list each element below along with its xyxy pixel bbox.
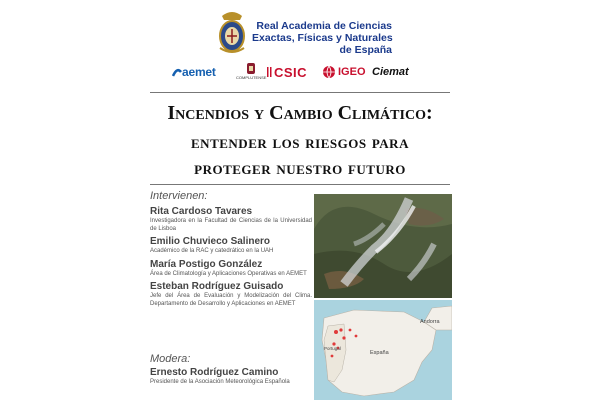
csic-mark-icon xyxy=(266,65,274,79)
ciemat-logo-text: Ciemat xyxy=(372,66,409,78)
speakers-section xyxy=(150,190,312,308)
map-label-espana: España xyxy=(370,350,389,356)
academy-name-line: de España xyxy=(339,44,392,56)
speaker-role: Académico de la RAC y catedrático en la UAH xyxy=(150,248,274,254)
ucm-logo xyxy=(236,62,266,82)
speaker-name: Emilio Chuvieco Salinero xyxy=(150,236,271,247)
ciemat-logo xyxy=(372,62,409,82)
map-label-andorra: Andorra xyxy=(420,319,440,325)
header xyxy=(0,8,600,58)
speaker xyxy=(150,258,312,279)
ucm-logo-text: COMPLUTENSE xyxy=(236,75,267,80)
igeo-logo xyxy=(322,62,366,82)
speaker-role: Área de Climatología y Aplicaciones Operativas en AEMET xyxy=(150,270,307,277)
speakers-label: Intervienen: xyxy=(150,190,208,202)
aemet-logo xyxy=(172,62,216,82)
aemet-logo-text: aemet xyxy=(182,65,216,79)
moderator-label: Modera: xyxy=(150,353,191,365)
speaker xyxy=(150,280,312,308)
academy-name xyxy=(252,20,392,56)
csic-logo-text: CSIC xyxy=(274,64,308,80)
wildfire-satellite-image xyxy=(314,194,452,298)
igeo-logo-text: IGEO xyxy=(338,66,366,78)
event-title: Incendios y Cambio Climático: xyxy=(167,102,433,124)
divider xyxy=(150,92,450,93)
aemet-wave-icon xyxy=(172,66,182,78)
map-label-portugal: Portugal xyxy=(324,346,341,351)
academy-crest-icon xyxy=(216,8,248,56)
speaker-name: Rita Cardoso Tavares xyxy=(150,206,253,217)
academy-name-line: Exactas, Físicas y Naturales xyxy=(252,32,393,44)
moderator-role: Presidente de la Asociación Meteorológica Española xyxy=(150,379,290,385)
moderator-section xyxy=(150,353,312,387)
academy-name-line: Real Academia de Ciencias xyxy=(256,20,392,32)
speaker-role: Investigadora en la Facultad de Ciencias de la Universidad de Lisboa xyxy=(150,218,312,232)
speaker xyxy=(150,235,312,256)
moderator-name: Ernesto Rodríguez Camino xyxy=(150,367,279,378)
csic-logo xyxy=(266,62,307,82)
globe-icon xyxy=(322,65,336,79)
speaker xyxy=(150,205,312,233)
divider xyxy=(150,184,450,185)
iberia-fire-map xyxy=(314,300,452,400)
speaker-role: Jefe del Área de Evaluación y Modelización del Clima. Departamento de Desarrollo y Aplicaciones en AEMET xyxy=(150,293,312,307)
event-subtitle-line: proteger nuestro futuro xyxy=(194,158,406,179)
partner-logos xyxy=(0,62,600,84)
event-subtitle-line: entender los riesgos para xyxy=(191,132,409,153)
ucm-crest-icon xyxy=(244,62,258,75)
speaker-name: Esteban Rodríguez Guisado xyxy=(150,281,284,292)
speaker-name: María Postigo González xyxy=(150,258,263,270)
